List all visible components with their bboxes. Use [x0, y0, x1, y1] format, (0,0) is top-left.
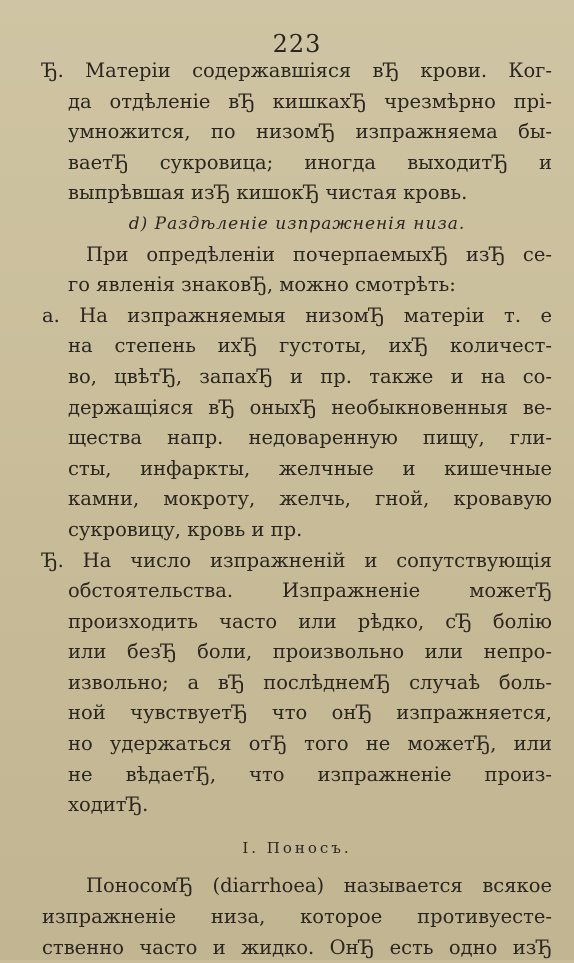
text-line: держащіяся вЂ оныхЂ необыкновенныя ве-	[68, 395, 552, 419]
text-line: ваетЂ сукровица; иногда выходитЂ и	[68, 150, 552, 174]
list-item-a	[42, 301, 552, 546]
list-item-b	[42, 546, 552, 821]
text-line: сты, инфаркты, желчные и кишечные	[68, 456, 552, 480]
final-paragraph	[42, 871, 552, 963]
text-line: го явленія знаковЂ, можно смотрѣть:	[68, 273, 456, 297]
paragraph-b	[42, 56, 552, 209]
page-number: 223	[272, 30, 322, 58]
text-line: да отдѣленіе вЂ кишкахЂ чрезмѣрно прі-	[68, 89, 552, 113]
text-line: произходить часто или рѣдко, сЂ болію	[68, 609, 552, 633]
text-line: Ђ. Матеріи содержавшіяся вЂ крови. Ког-	[42, 59, 552, 82]
text-line: изпражненіе низа, которое противуестe-	[42, 905, 552, 929]
text-line: умножится, по низомЂ изпражняема бы-	[68, 120, 552, 144]
text-line: При опредѣленіи почерпаемыхЂ изЂ се-	[86, 242, 552, 266]
text-line: а. На изпражняемыя низомЂ матеріи т. е	[42, 303, 552, 327]
section-heading-d: d) Раздѣленіе изпражненія низа.	[128, 213, 466, 234]
text-line: камни, мокроту, желчь, гной, кровавую	[68, 487, 552, 511]
section-heading-diarrhea: I. Поносъ.	[242, 838, 352, 857]
text-line: ственно часто и жидко. ОнЂ есть одно изЂ	[42, 935, 552, 959]
intro-paragraph	[42, 240, 552, 301]
text-line: не вѣдаетЂ, что изпражненіе произ-	[68, 762, 552, 786]
text-line: выпрѣвшая изЂ кишокЂ чистая кровь.	[68, 181, 468, 205]
text-line: Ђ. На число изпражненій и сопутствующія	[42, 548, 552, 572]
text-line: но удержаться отЂ того не можетЂ, или	[68, 732, 552, 756]
text-line: или безЂ боли, произвольно или непро-	[68, 640, 552, 664]
text-line: ходитЂ.	[68, 793, 149, 817]
text-line: на степень ихЂ густоты, ихЂ количест-	[68, 334, 552, 358]
text-line: ной чувствуетЂ что онЂ изпражняется,	[68, 701, 552, 725]
text-line: ПоносомЂ (diarrhoea) называется всякое	[86, 874, 552, 898]
text-line: извольно; а вЂ послѣднемЂ случаѣ боль-	[68, 670, 552, 694]
text-line: во, цвѣтЂ, запахЂ и пр. также и на со-	[68, 364, 552, 388]
text-line: обстоятельства. Изпражненіе можетЂ	[68, 579, 552, 603]
text-line: щества напр. недоваренную пищу, гли-	[68, 426, 552, 450]
page-text	[42, 56, 552, 963]
text-line: сукровицу, кровь и пр.	[68, 517, 303, 541]
